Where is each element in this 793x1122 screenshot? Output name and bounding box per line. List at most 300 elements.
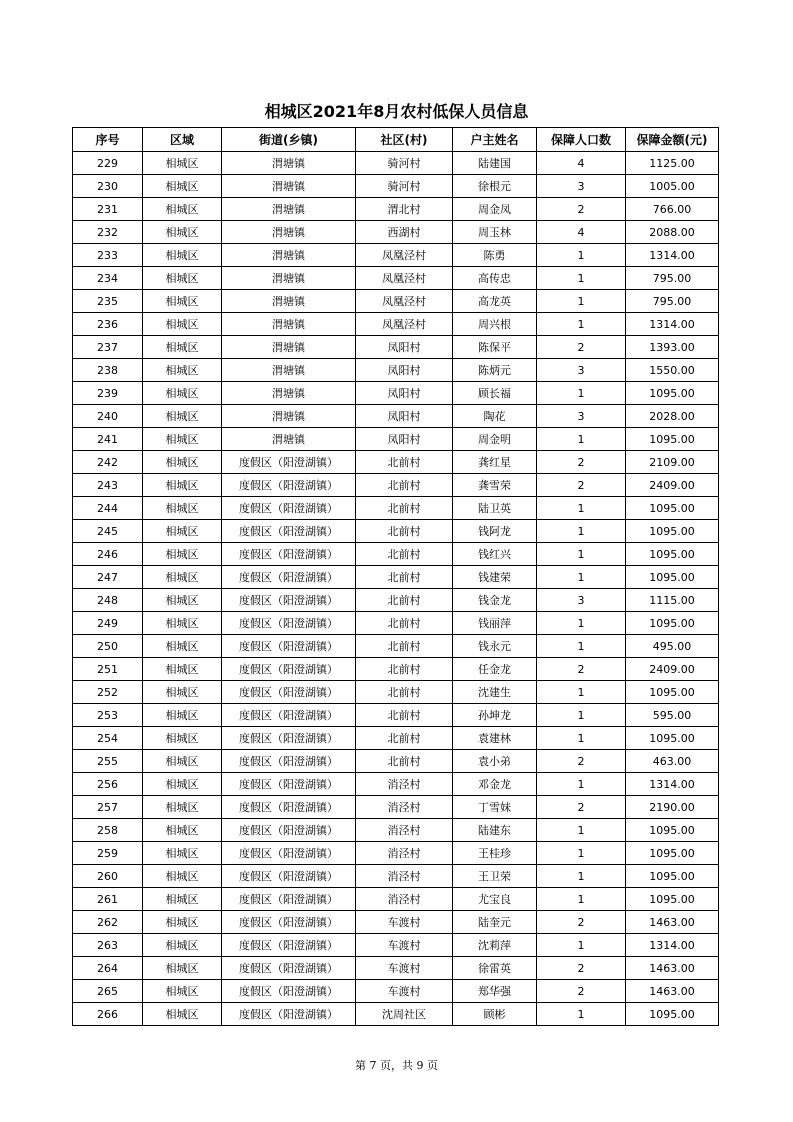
cell-persons: 1 (537, 635, 626, 658)
cell-householder: 陆奎元 (453, 911, 537, 934)
cell-amount: 2409.00 (626, 658, 719, 681)
table-row (73, 681, 719, 704)
table-row (73, 727, 719, 750)
table-row (73, 497, 719, 520)
cell-district: 相城区 (143, 1003, 222, 1026)
cell-town: 度假区（阳澄湖镇） (222, 681, 356, 704)
cell-persons: 3 (537, 405, 626, 428)
cell-town: 度假区（阳澄湖镇） (222, 543, 356, 566)
cell-town: 度假区（阳澄湖镇） (222, 727, 356, 750)
cell-amount: 1463.00 (626, 980, 719, 1003)
cell-persons: 2 (537, 451, 626, 474)
cell-amount: 1095.00 (626, 497, 719, 520)
header-serial: 序号 (73, 128, 143, 152)
cell-persons: 1 (537, 313, 626, 336)
cell-village: 凤凰泾村 (356, 244, 453, 267)
header-row (73, 128, 719, 152)
cell-serial: 256 (73, 773, 143, 796)
cell-householder: 周金凤 (453, 198, 537, 221)
page-footer: 第 7 页，共 9 页 (355, 1059, 438, 1072)
cell-householder: 钱金龙 (453, 589, 537, 612)
cell-amount: 2028.00 (626, 405, 719, 428)
cell-householder: 邓金龙 (453, 773, 537, 796)
cell-serial: 240 (73, 405, 143, 428)
cell-amount: 1463.00 (626, 911, 719, 934)
cell-serial: 231 (73, 198, 143, 221)
cell-amount: 1095.00 (626, 888, 719, 911)
cell-persons: 3 (537, 589, 626, 612)
cell-village: 凤阳村 (356, 428, 453, 451)
cell-serial: 260 (73, 865, 143, 888)
data-table (72, 127, 719, 1026)
cell-town: 度假区（阳澄湖镇） (222, 842, 356, 865)
cell-village: 北前村 (356, 497, 453, 520)
cell-serial: 234 (73, 267, 143, 290)
table-row (73, 405, 719, 428)
cell-village: 消泾村 (356, 773, 453, 796)
table-row (73, 313, 719, 336)
cell-householder: 陈保平 (453, 336, 537, 359)
cell-district: 相城区 (143, 451, 222, 474)
cell-village: 北前村 (356, 451, 453, 474)
cell-householder: 顾彬 (453, 1003, 537, 1026)
cell-village: 凤阳村 (356, 405, 453, 428)
cell-town: 渭塘镇 (222, 198, 356, 221)
cell-serial: 254 (73, 727, 143, 750)
cell-persons: 1 (537, 543, 626, 566)
table-row (73, 382, 719, 405)
cell-village: 车渡村 (356, 911, 453, 934)
cell-persons: 1 (537, 704, 626, 727)
header-village: 社区(村) (356, 128, 453, 152)
cell-town: 度假区（阳澄湖镇） (222, 589, 356, 612)
cell-persons: 1 (537, 934, 626, 957)
cell-serial: 235 (73, 290, 143, 313)
table-row (73, 911, 719, 934)
cell-amount: 1095.00 (626, 727, 719, 750)
cell-persons: 2 (537, 796, 626, 819)
cell-amount: 1314.00 (626, 773, 719, 796)
cell-town: 渭塘镇 (222, 359, 356, 382)
cell-district: 相城区 (143, 589, 222, 612)
cell-amount: 595.00 (626, 704, 719, 727)
cell-district: 相城区 (143, 934, 222, 957)
cell-householder: 陆建东 (453, 819, 537, 842)
table-row (73, 635, 719, 658)
table-row (73, 612, 719, 635)
table-row (73, 934, 719, 957)
cell-town: 度假区（阳澄湖镇） (222, 980, 356, 1003)
cell-serial: 257 (73, 796, 143, 819)
cell-persons: 1 (537, 681, 626, 704)
cell-village: 北前村 (356, 520, 453, 543)
cell-village: 消泾村 (356, 796, 453, 819)
cell-serial: 243 (73, 474, 143, 497)
cell-householder: 陈炳元 (453, 359, 537, 382)
cell-district: 相城区 (143, 359, 222, 382)
header-amount: 保障金额(元) (626, 128, 719, 152)
cell-serial: 262 (73, 911, 143, 934)
cell-householder: 周金明 (453, 428, 537, 451)
table-row (73, 152, 719, 175)
cell-district: 相城区 (143, 198, 222, 221)
cell-amount: 1095.00 (626, 543, 719, 566)
cell-householder: 钱永元 (453, 635, 537, 658)
cell-town: 度假区（阳澄湖镇） (222, 497, 356, 520)
table-row (73, 221, 719, 244)
cell-village: 北前村 (356, 727, 453, 750)
cell-serial: 266 (73, 1003, 143, 1026)
cell-serial: 229 (73, 152, 143, 175)
cell-district: 相城区 (143, 612, 222, 635)
cell-amount: 463.00 (626, 750, 719, 773)
cell-amount: 1314.00 (626, 313, 719, 336)
cell-town: 度假区（阳澄湖镇） (222, 934, 356, 957)
cell-district: 相城区 (143, 543, 222, 566)
cell-amount: 1393.00 (626, 336, 719, 359)
cell-village: 骑河村 (356, 175, 453, 198)
table-row (73, 359, 719, 382)
table-row (73, 267, 719, 290)
cell-district: 相城区 (143, 566, 222, 589)
cell-householder: 高传忠 (453, 267, 537, 290)
cell-serial: 264 (73, 957, 143, 980)
cell-village: 北前村 (356, 474, 453, 497)
cell-householder: 袁小弟 (453, 750, 537, 773)
cell-district: 相城区 (143, 911, 222, 934)
cell-serial: 237 (73, 336, 143, 359)
cell-town: 渭塘镇 (222, 152, 356, 175)
cell-village: 西湖村 (356, 221, 453, 244)
cell-serial: 245 (73, 520, 143, 543)
cell-serial: 238 (73, 359, 143, 382)
cell-amount: 1550.00 (626, 359, 719, 382)
cell-householder: 周兴根 (453, 313, 537, 336)
cell-persons: 4 (537, 221, 626, 244)
cell-householder: 龚红星 (453, 451, 537, 474)
table-row (73, 658, 719, 681)
cell-persons: 1 (537, 267, 626, 290)
cell-district: 相城区 (143, 267, 222, 290)
cell-householder: 陈勇 (453, 244, 537, 267)
page-title: 相城区2021年8月农村低保人员信息 (264, 102, 529, 121)
cell-district: 相城区 (143, 681, 222, 704)
cell-town: 度假区（阳澄湖镇） (222, 612, 356, 635)
cell-village: 凤凰泾村 (356, 267, 453, 290)
cell-village: 骑河村 (356, 152, 453, 175)
cell-town: 渭塘镇 (222, 175, 356, 198)
cell-persons: 2 (537, 911, 626, 934)
cell-district: 相城区 (143, 842, 222, 865)
cell-persons: 2 (537, 198, 626, 221)
cell-amount: 1095.00 (626, 612, 719, 635)
cell-town: 度假区（阳澄湖镇） (222, 911, 356, 934)
table-row (73, 543, 719, 566)
cell-householder: 徐雷英 (453, 957, 537, 980)
cell-persons: 1 (537, 1003, 626, 1026)
cell-persons: 1 (537, 290, 626, 313)
cell-district: 相城区 (143, 175, 222, 198)
cell-persons: 1 (537, 566, 626, 589)
cell-serial: 265 (73, 980, 143, 1003)
table-row (73, 957, 719, 980)
table-row (73, 888, 719, 911)
cell-district: 相城区 (143, 865, 222, 888)
table-body (73, 152, 719, 1026)
cell-amount: 1095.00 (626, 1003, 719, 1026)
table-row (73, 336, 719, 359)
cell-householder: 陆建国 (453, 152, 537, 175)
cell-householder: 任金龙 (453, 658, 537, 681)
cell-village: 凤阳村 (356, 359, 453, 382)
cell-district: 相城区 (143, 750, 222, 773)
cell-district: 相城区 (143, 704, 222, 727)
cell-district: 相城区 (143, 520, 222, 543)
cell-persons: 1 (537, 382, 626, 405)
cell-village: 消泾村 (356, 819, 453, 842)
cell-persons: 1 (537, 612, 626, 635)
cell-district: 相城区 (143, 336, 222, 359)
table-row (73, 474, 719, 497)
cell-town: 度假区（阳澄湖镇） (222, 658, 356, 681)
cell-householder: 沈建生 (453, 681, 537, 704)
cell-persons: 2 (537, 957, 626, 980)
cell-serial: 241 (73, 428, 143, 451)
cell-district: 相城区 (143, 957, 222, 980)
cell-district: 相城区 (143, 727, 222, 750)
cell-village: 凤阳村 (356, 336, 453, 359)
cell-serial: 242 (73, 451, 143, 474)
cell-serial: 261 (73, 888, 143, 911)
cell-serial: 250 (73, 635, 143, 658)
cell-householder: 王桂珍 (453, 842, 537, 865)
cell-town: 渭塘镇 (222, 267, 356, 290)
cell-persons: 1 (537, 497, 626, 520)
table-row (73, 566, 719, 589)
cell-serial: 263 (73, 934, 143, 957)
cell-amount: 1463.00 (626, 957, 719, 980)
cell-amount: 795.00 (626, 290, 719, 313)
cell-town: 渭塘镇 (222, 382, 356, 405)
cell-householder: 沈莉萍 (453, 934, 537, 957)
cell-village: 北前村 (356, 658, 453, 681)
cell-district: 相城区 (143, 152, 222, 175)
cell-district: 相城区 (143, 244, 222, 267)
cell-persons: 1 (537, 842, 626, 865)
cell-town: 度假区（阳澄湖镇） (222, 773, 356, 796)
cell-serial: 239 (73, 382, 143, 405)
cell-householder: 龚雪荣 (453, 474, 537, 497)
cell-district: 相城区 (143, 290, 222, 313)
cell-persons: 1 (537, 888, 626, 911)
cell-householder: 徐根元 (453, 175, 537, 198)
cell-town: 度假区（阳澄湖镇） (222, 750, 356, 773)
cell-serial: 258 (73, 819, 143, 842)
table-row (73, 980, 719, 1003)
cell-amount: 2088.00 (626, 221, 719, 244)
cell-serial: 252 (73, 681, 143, 704)
cell-serial: 230 (73, 175, 143, 198)
cell-persons: 1 (537, 865, 626, 888)
cell-village: 北前村 (356, 750, 453, 773)
cell-town: 渭塘镇 (222, 221, 356, 244)
cell-persons: 1 (537, 773, 626, 796)
cell-persons: 3 (537, 175, 626, 198)
cell-serial: 232 (73, 221, 143, 244)
cell-householder: 袁建林 (453, 727, 537, 750)
cell-serial: 247 (73, 566, 143, 589)
cell-district: 相城区 (143, 382, 222, 405)
cell-householder: 尤宝良 (453, 888, 537, 911)
cell-persons: 2 (537, 980, 626, 1003)
table-row (73, 819, 719, 842)
cell-district: 相城区 (143, 497, 222, 520)
cell-amount: 1095.00 (626, 865, 719, 888)
cell-village: 凤凰泾村 (356, 313, 453, 336)
cell-amount: 1095.00 (626, 681, 719, 704)
cell-village: 消泾村 (356, 842, 453, 865)
cell-persons: 1 (537, 428, 626, 451)
cell-amount: 1314.00 (626, 244, 719, 267)
cell-amount: 1125.00 (626, 152, 719, 175)
cell-householder: 丁雪妹 (453, 796, 537, 819)
cell-village: 北前村 (356, 566, 453, 589)
cell-householder: 陶花 (453, 405, 537, 428)
cell-amount: 1005.00 (626, 175, 719, 198)
cell-village: 凤凰泾村 (356, 290, 453, 313)
cell-householder: 钱阿龙 (453, 520, 537, 543)
cell-serial: 248 (73, 589, 143, 612)
cell-district: 相城区 (143, 819, 222, 842)
cell-serial: 233 (73, 244, 143, 267)
table-row (73, 842, 719, 865)
cell-householder: 周玉林 (453, 221, 537, 244)
cell-amount: 2109.00 (626, 451, 719, 474)
cell-persons: 2 (537, 658, 626, 681)
cell-town: 度假区（阳澄湖镇） (222, 635, 356, 658)
cell-village: 车渡村 (356, 957, 453, 980)
cell-persons: 3 (537, 359, 626, 382)
cell-town: 渭塘镇 (222, 244, 356, 267)
cell-town: 渭塘镇 (222, 428, 356, 451)
cell-amount: 1314.00 (626, 934, 719, 957)
cell-amount: 1095.00 (626, 428, 719, 451)
cell-serial: 249 (73, 612, 143, 635)
cell-householder: 高龙英 (453, 290, 537, 313)
cell-persons: 1 (537, 244, 626, 267)
cell-householder: 钱建荣 (453, 566, 537, 589)
cell-amount: 495.00 (626, 635, 719, 658)
cell-district: 相城区 (143, 658, 222, 681)
table-row (73, 451, 719, 474)
table-row (73, 428, 719, 451)
cell-town: 渭塘镇 (222, 290, 356, 313)
cell-village: 北前村 (356, 543, 453, 566)
cell-village: 车渡村 (356, 934, 453, 957)
header-householder: 户主姓名 (453, 128, 537, 152)
cell-village: 北前村 (356, 681, 453, 704)
cell-town: 度假区（阳澄湖镇） (222, 865, 356, 888)
cell-serial: 259 (73, 842, 143, 865)
cell-persons: 1 (537, 520, 626, 543)
cell-town: 度假区（阳澄湖镇） (222, 957, 356, 980)
cell-village: 北前村 (356, 635, 453, 658)
cell-persons: 4 (537, 152, 626, 175)
cell-village: 北前村 (356, 589, 453, 612)
cell-amount: 2409.00 (626, 474, 719, 497)
table-row (73, 290, 719, 313)
cell-district: 相城区 (143, 888, 222, 911)
cell-serial: 236 (73, 313, 143, 336)
cell-amount: 1115.00 (626, 589, 719, 612)
cell-serial: 253 (73, 704, 143, 727)
cell-town: 度假区（阳澄湖镇） (222, 888, 356, 911)
cell-householder: 郑华强 (453, 980, 537, 1003)
table-row (73, 175, 719, 198)
header-town: 街道(乡镇) (222, 128, 356, 152)
cell-town: 度假区（阳澄湖镇） (222, 796, 356, 819)
table-row (73, 796, 719, 819)
cell-district: 相城区 (143, 405, 222, 428)
cell-serial: 255 (73, 750, 143, 773)
cell-amount: 766.00 (626, 198, 719, 221)
cell-persons: 1 (537, 727, 626, 750)
table-row (73, 198, 719, 221)
cell-town: 渭塘镇 (222, 336, 356, 359)
cell-village: 车渡村 (356, 980, 453, 1003)
cell-amount: 795.00 (626, 267, 719, 290)
cell-village: 凤阳村 (356, 382, 453, 405)
cell-district: 相城区 (143, 313, 222, 336)
cell-village: 消泾村 (356, 888, 453, 911)
cell-amount: 1095.00 (626, 819, 719, 842)
table-row (73, 704, 719, 727)
table-row (73, 589, 719, 612)
cell-householder: 孙坤龙 (453, 704, 537, 727)
cell-persons: 2 (537, 474, 626, 497)
cell-amount: 1095.00 (626, 382, 719, 405)
cell-district: 相城区 (143, 474, 222, 497)
cell-district: 相城区 (143, 221, 222, 244)
cell-serial: 246 (73, 543, 143, 566)
cell-amount: 1095.00 (626, 842, 719, 865)
table-row (73, 520, 719, 543)
cell-householder: 陆卫英 (453, 497, 537, 520)
table-row (73, 750, 719, 773)
cell-persons: 1 (537, 819, 626, 842)
cell-town: 度假区（阳澄湖镇） (222, 819, 356, 842)
header-persons: 保障人口数 (537, 128, 626, 152)
cell-town: 度假区（阳澄湖镇） (222, 1003, 356, 1026)
cell-householder: 顾长福 (453, 382, 537, 405)
table-row (73, 1003, 719, 1026)
cell-village: 沈周社区 (356, 1003, 453, 1026)
table-row (73, 865, 719, 888)
cell-amount: 1095.00 (626, 520, 719, 543)
table-row (73, 773, 719, 796)
header-district: 区域 (143, 128, 222, 152)
cell-serial: 251 (73, 658, 143, 681)
cell-persons: 2 (537, 336, 626, 359)
cell-village: 渭北村 (356, 198, 453, 221)
cell-town: 度假区（阳澄湖镇） (222, 451, 356, 474)
cell-district: 相城区 (143, 980, 222, 1003)
cell-town: 度假区（阳澄湖镇） (222, 566, 356, 589)
cell-district: 相城区 (143, 428, 222, 451)
cell-village: 北前村 (356, 612, 453, 635)
cell-town: 度假区（阳澄湖镇） (222, 520, 356, 543)
cell-persons: 2 (537, 750, 626, 773)
